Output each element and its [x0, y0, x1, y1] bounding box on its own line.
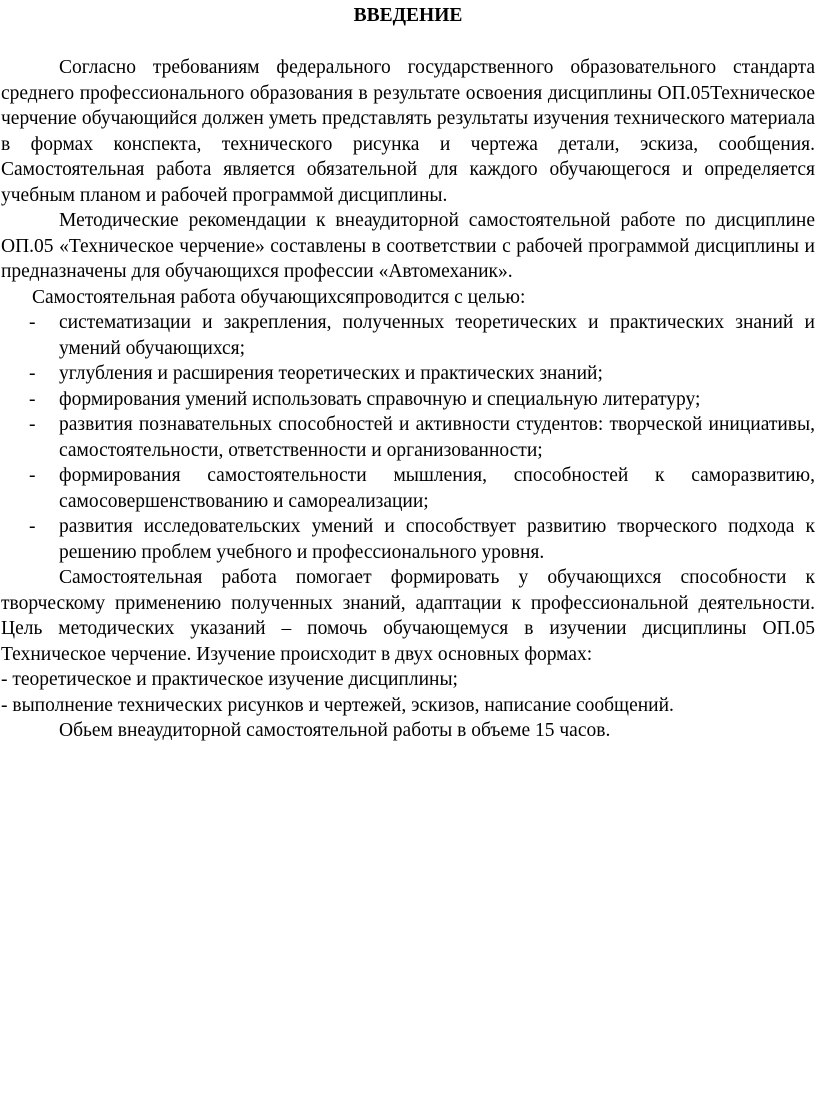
dash-marker: - — [29, 516, 36, 537]
dash-marker: - — [29, 465, 36, 486]
list-item-text: углубления и расширения теоретических и практических знаний; — [59, 363, 603, 384]
list-item — [1, 361, 815, 387]
list-item — [1, 514, 815, 565]
guidelines-paragraph: Методические рекомендации к внеаудиторной самостоятельной работе по дисциплине ОП.05 «Техническое черчение» составлены в соответствии с рабочей программой дисциплины и предназначены для обучающихся профессии «Автомеханик». — [1, 210, 815, 282]
dash-marker: - — [29, 363, 36, 384]
list-item — [1, 310, 815, 361]
form-line: - теоретическое и практическое изучение дисциплины; — [1, 669, 458, 690]
list-item — [1, 412, 815, 463]
dash-marker: - — [29, 312, 36, 333]
page-title: ВВЕДЕНИЕ — [353, 5, 463, 26]
list-item — [1, 463, 815, 514]
list-item — [1, 387, 815, 413]
intro-paragraph: Согласно требованиям федерального государственного образовательного стандарта среднего профессионального образования в результате освоения дисциплины ОП.05Техническое черчение обучающийся должен уметь представлять результаты изучения технического материала в формах конспекта, технического рисунка и чертежа детали, эскиза, сообщения. Самостоятельная работа является обязательной для каждого обучающегося и определяется учебным планом и рабочей программой дисциплины. — [1, 57, 815, 206]
list-item-text: развития исследовательских умений и способствует развитию творческого подхода к решению проблем учебного и профессионального уровня. — [59, 516, 815, 563]
list-item-text: систематизации и закрепления, полученных теоретических и практических знаний и умений обучающихся; — [59, 312, 815, 359]
list-item-text: формирования самостоятельности мышления, способностей к саморазвитию, самосовершенствованию и самореализации; — [59, 465, 815, 512]
dash-marker: - — [29, 388, 36, 410]
form-line: - выполнение технических рисунков и чертежей, эскизов, написание сообщений. — [1, 694, 674, 716]
goals-list — [1, 310, 815, 565]
goals-intro-paragraph: Самостоятельная работа обучающихсяпроводится с целью: — [32, 286, 526, 308]
dash-marker: - — [29, 414, 36, 435]
list-item-text: развития познавательных способностей и активности студентов: творческой инициативы, самостоятельности, ответственности и организованности; — [59, 414, 815, 461]
list-item-text: формирования умений использовать справочную и специальную литературу; — [59, 388, 701, 410]
volume-paragraph: Обьем внеаудиторной самостоятельной работы в объеме 15 часов. — [59, 720, 611, 741]
purpose-paragraph: Самостоятельная работа помогает формировать у обучающихся способности к творческому применению полученных знаний, адаптации к профессиональной деятельности. Цель методических указаний – помочь обучающемуся в изучении дисциплины ОП.05 Техническое черчение. Изучение происходит в двух основных формах: — [1, 567, 815, 665]
